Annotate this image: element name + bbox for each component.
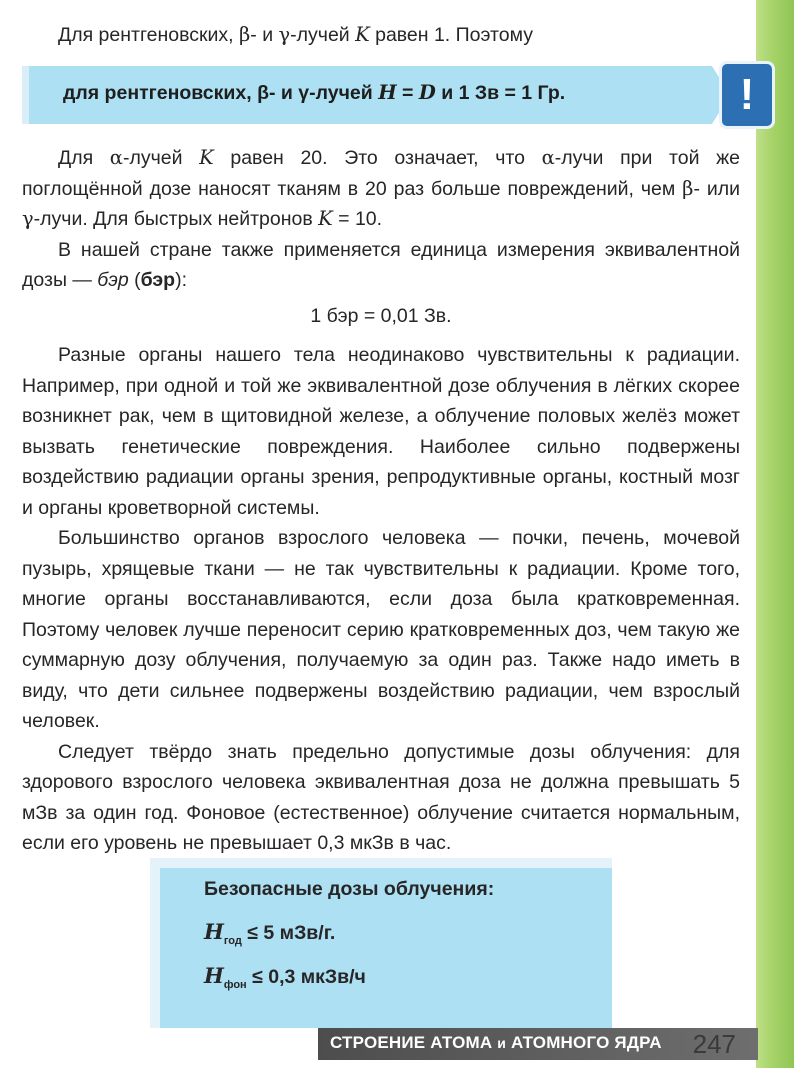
safe-doses-title: Безопасные дозы облучения: <box>204 878 495 900</box>
chapter-title: СТРОЕНИЕ АТОМА и АТОМНОГО ЯДРА <box>330 1033 662 1052</box>
paragraph-organs: Разные органы нашего тела неодинаково чувствительны к радиации. Например, при одной и той же эквивалентной дозе облучения в лёгких скорее возникнет рак, чем в щитовидной железе, а облучение половых желёз может вызвать генетические повреждения. Наиболее сильно подвержены воздействию радиации органы зрения, репродуктивные органы, костный мозг и органы кроветворной системы. <box>22 344 740 519</box>
formula-ber: 1 бэр = 0,01 Зв. <box>310 304 452 327</box>
rule-highlight-bar <box>22 66 712 124</box>
paragraph-ber: В нашей стране также применяется единица измерения эквивалентной дозы — бэр (бэр): <box>22 238 740 291</box>
safe-dose-background: $H_{фон} \le 0,3$ мкЗв/ч <box>204 963 366 991</box>
body-text <box>22 143 740 859</box>
rule-text: для рентгеновских, β- и γ-лучей H = D и 1 Зв = 1 Гр. <box>63 81 566 104</box>
intro-line: Для рентгеновских, β- и γ-лучей K равен 1. Поэтому <box>58 23 533 46</box>
paragraph-adult-organs: Большинство органов взрослого человека — почки, печень, мочевой пузырь, хрящевые ткани — не так чувствительны к радиации. Кроме того, многие органы восстанавливаются, если доза была кратковременная. Поэтому человек лучше переносит серию кратковременных доз, чем такую же суммарную дозу облучения, получаемую за один раз. Также надо иметь в виду, что дети сильнее подвержены воздействию радиации, чем взрослый человек. <box>22 527 740 732</box>
page-number: 247 <box>692 1029 736 1059</box>
safe-dose-annual: $H_{год} \le 5$ мЗв/г. <box>204 919 336 947</box>
page-edge-stripe <box>756 0 794 1068</box>
paragraph-limits: Следует твёрдо знать предельно допустимые дозы облучения: для здорового взрослого человека эквивалентная доза не должна превышать 5 мЗв за один год. Фоновое (естественное) облучение считается нормальным, если его уровень не превышает 0,3 мкЗв в час. <box>22 740 740 854</box>
paragraph-alpha: Для α-лучей K равен 20. Это означает, что α-лучи при той же поглощённой дозе наносят тканям в 20 раз больше повреждений, чем β- или γ-лучи. Для быстрых нейтронов K = 10. <box>22 146 740 230</box>
safe-doses-box <box>150 858 612 1028</box>
chapter-footer <box>318 1028 758 1060</box>
exclamation-icon: ! <box>722 64 772 126</box>
